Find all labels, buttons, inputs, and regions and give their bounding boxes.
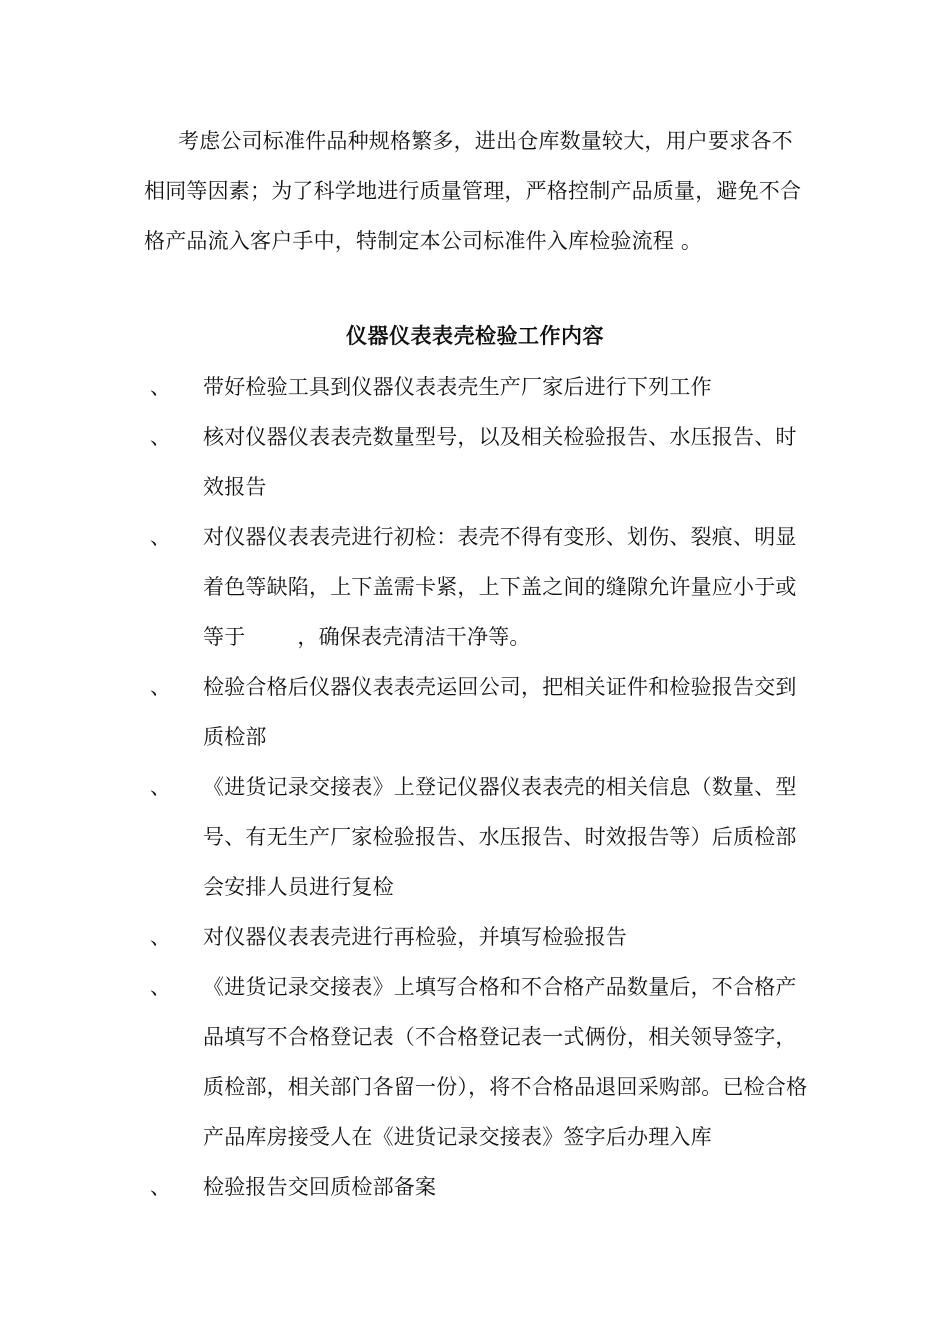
- step-marker: 、: [150, 525, 172, 549]
- step-marker: 、: [150, 375, 172, 399]
- step-text-1: 带好检验工具到仪器仪表表壳生产厂家后进行下列工作: [203, 375, 712, 399]
- step-item-1: [150, 362, 810, 412]
- step-marker: 、: [150, 1175, 172, 1199]
- step-text-8: 检验报告交回质检部备案: [203, 1175, 437, 1199]
- step-text-4: 检验合格后仪器仪表表壳运回公司，把相关证件和检验报告交到质检部: [203, 675, 797, 749]
- step-item-2: [150, 412, 810, 512]
- step-marker: 、: [150, 675, 172, 699]
- step-text-2: 核对仪器仪表表壳数量型号，以及相关检验报告、水压报告、时效报告: [203, 425, 797, 499]
- step-marker: 、: [150, 775, 172, 799]
- step-marker: 、: [150, 925, 172, 949]
- step-text-6: 对仪器仪表表壳进行再检验，并填写检验报告: [203, 925, 627, 949]
- step-marker: 、: [150, 425, 172, 449]
- step-item-7: [150, 962, 810, 1162]
- inspection-steps-list: [150, 362, 810, 1212]
- step-item-8: [150, 1162, 810, 1212]
- step-item-5: [150, 762, 810, 912]
- step-text-7: 《进货记录交接表》上填写合格和不合格产品数量后，不合格产品填写不合格登记表（不合格登记表一式俩份，相关领导签字，质检部，相关部门各留一份），将不合格品退回采购部。已检合格产品库房接受人在《进货记录交接表》签字后办理入库: [203, 975, 808, 1149]
- intro-paragraph: 考虑公司标准件品种规格繁多，进出仓库数量较大，用户要求各不相同等因素；为了科学地进行质量管理，严格控制产品质量，避免不合格产品流入客户手中，特制定本公司标准件入库检验流程 。: [144, 129, 802, 253]
- step-text-3: 对仪器仪表表壳进行初检：表壳不得有变形、划伤、裂痕、明显着色等缺陷，上下盖需卡紧，上下盖之间的缝隙允许量应小于或等于: [203, 525, 797, 649]
- step-item-4: [150, 662, 810, 762]
- step-item-6: [150, 912, 810, 962]
- section-title: 仪器仪表表壳检验工作内容: [346, 323, 604, 348]
- step-marker: 、: [150, 975, 172, 999]
- step-text-5: 《进货记录交接表》上登记仪器仪表表壳的相关信息（数量、型号、有无生产厂家检验报告、水压报告、时效报告等）后质检部会安排人员进行复检: [203, 775, 797, 899]
- step-item-3: [150, 512, 810, 662]
- step-text-3-tail: ，确保表壳清洁干净等。: [297, 625, 531, 649]
